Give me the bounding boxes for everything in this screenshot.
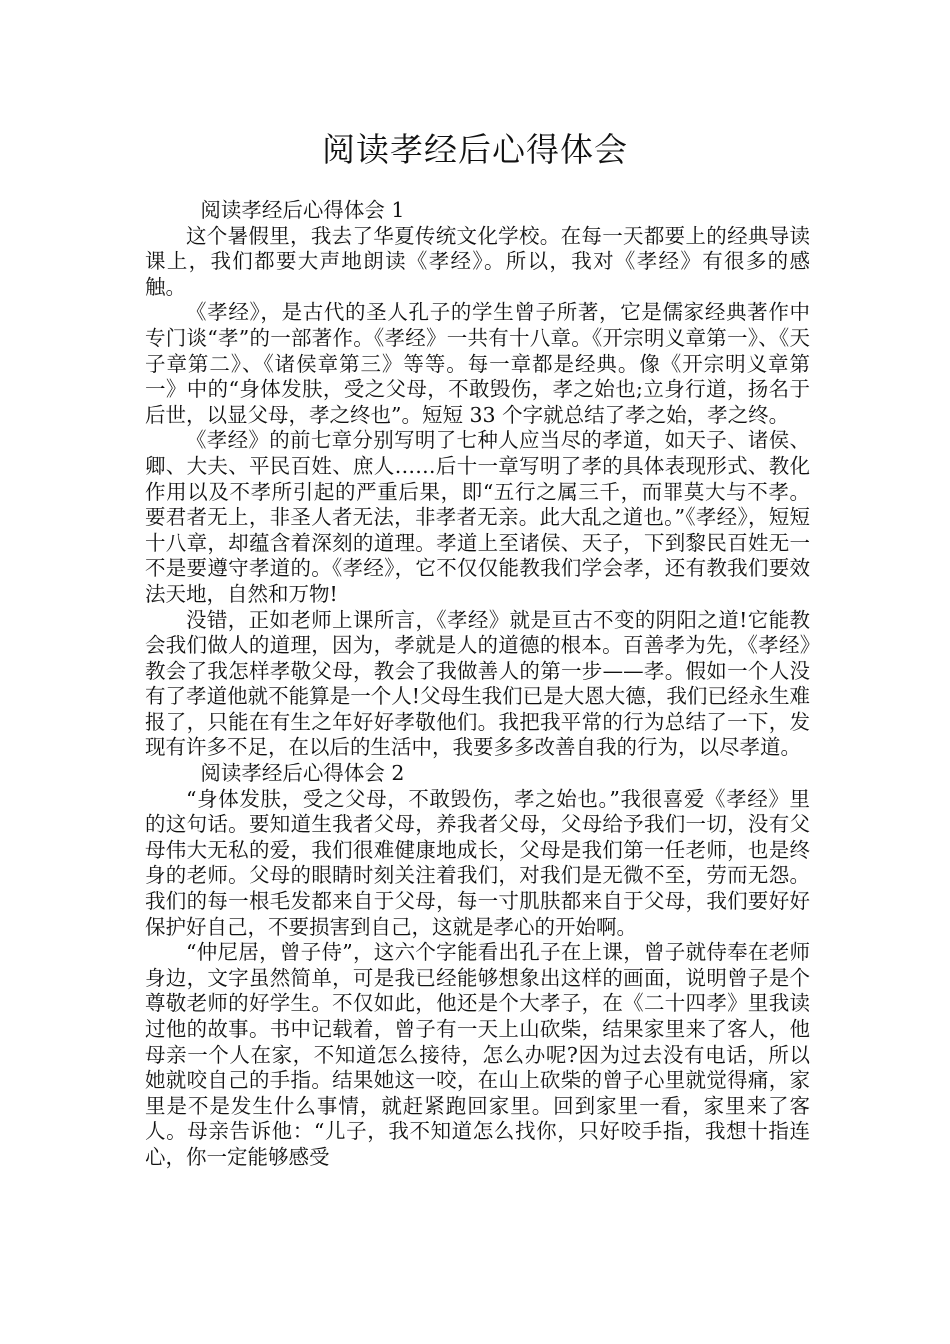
section-heading-2: 阅读孝经后心得体会 2: [200, 761, 405, 786]
section-1-paragraph-2: 《孝经》，是古代的圣人孔子的学生曾子所著，它是儒家经典著作中专门谈“孝”的一部著作。《孝经》一共有十八章。《开宗明义章第一》、《天子章第二》、《诸侯章第三》等等。每一章都是经典。像《开宗明义章第一》中的“身体发肤，受之父母，不敢毁伤，孝之始也;立身行道，扬名于后世，以显父母，孝之终也”。短短 33 个字就总结了孝之始，孝之终。: [145, 300, 810, 427]
document-body: [145, 198, 810, 1171]
section-heading-1: 阅读孝经后心得体会 1: [200, 198, 405, 222]
section-1-paragraph-1: 这个暑假里，我去了华夏传统文化学校。在每一天都要上的经典导读课上，我们都要大声地朗读《孝经》。所以，我对《孝经》有很多的感触。: [145, 223, 810, 299]
document-title: 阅读孝经后心得体会: [322, 130, 628, 169]
section-2-paragraph-1: “身体发肤，受之父母，不敢毁伤，孝之始也。”我很喜爱《孝经》里的这句话。要知道生我者父母，养我者父母，父母给予我们一切，没有父母伟大无私的爱，我们很难健康地成长，父母是我们第一任老师，也是终身的老师。父母的眼睛时刻关注着我们，对我们是无微不至，劳而无怨。我们的每一根毛发都来自于父母，每一寸肌肤都来自于父母，我们要好好保护好自己，不要损害到自己，这就是孝心的开始啊。: [145, 786, 810, 939]
section-1-paragraph-3: 《孝经》的前七章分别写明了七种人应当尽的孝道，如天子、诸侯、卿、大夫、平民百姓、庶人……后十一章写明了孝的具体表现形式、教化作用以及不孝所引起的严重后果，即“五行之属三千，而罪莫大与不孝。要君者无上，非圣人者无法，非孝者无亲。此大乱之道也。”《孝经》，短短十八章，却蕴含着深刻的道理。孝道上至诸侯、天子，下到黎民百姓无一不是要遵守孝道的。《孝经》，它不仅仅能教我们学会孝，还有教我们要效法天地，自然和万物!: [145, 428, 810, 606]
section-1-paragraph-4: 没错，正如老师上课所言，《孝经》就是亘古不变的阴阳之道!它能教会我们做人的道理，因为，孝就是人的道德的根本。百善孝为先，《孝经》教会了我怎样孝敬父母，教会了我做善人的第一步——孝。假如一个人没有了孝道他就不能算是一个人!父母生我们已是大恩大德，我们已经永生难报了，只能在有生之年好好孝敬他们。我把我平常的行为总结了一下，发现有许多不足，在以后的生活中，我要多多改善自我的行为，以尽孝道。: [145, 607, 810, 760]
section-2-paragraph-2: “仲尼居，曾子侍”，这六个字能看出孔子在上课，曾子就侍奉在老师身边，文字虽然简单，可是我已经能够想象出这样的画面，说明曾子是个尊敬老师的好学生。不仅如此，他还是个大孝子，在《二十四孝》里我读过他的故事。书中记载着，曾子有一天上山砍柴，结果家里来了客人，他母亲一个人在家，不知道怎么接待，怎么办呢?因为过去没有电话，所以她就咬自己的手指。结果她这一咬，在山上砍柴的曾子心里就觉得痛，家里是不是发生什么事情，就赶紧跑回家里。回到家里一看，家里来了客人。母亲告诉他：“儿子，我不知道怎么找你，只好咬手指，我想十指连心，你一定能够感受: [145, 940, 810, 1169]
